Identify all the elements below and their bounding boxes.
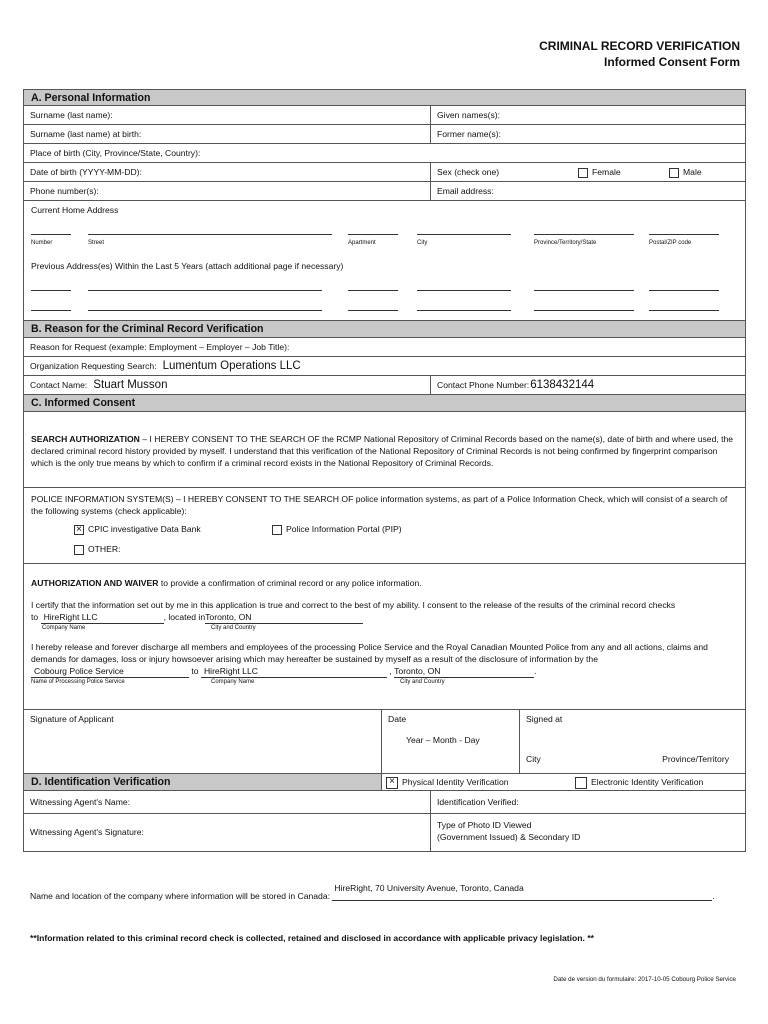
section-d-title: D. Identification Verification	[31, 776, 171, 788]
release-text: I hereby release and forever discharge all members and employees of the processing Police Service and the Royal Canadian Mounted Police from any and all actions, claims and demands for damages, loss or injury howsoever arising which may hereafter be sustained by myself as a result of the disclosure of information by the	[31, 642, 708, 664]
prev2-street-line[interactable]	[88, 310, 322, 311]
authorization-waiver-heading: AUTHORIZATION AND WAIVER	[31, 578, 159, 588]
prev2-apartment-line[interactable]	[348, 310, 398, 311]
police-systems-text: POLICE INFORMATION SYSTEM(S) – I HEREBY CONSENT TO THE SEARCH OF police information systems, as part of a Police Information Check, which will consist of a search of the following systems (check applicable):	[31, 494, 728, 516]
address-block	[23, 201, 746, 321]
email-field[interactable]: Email address:	[430, 182, 745, 200]
search-authorization-block	[23, 412, 746, 488]
address-province-line[interactable]	[534, 234, 634, 235]
given-names-field[interactable]: Given names(s):	[430, 106, 745, 124]
section-a-header: A. Personal Information	[23, 89, 746, 106]
address-number-line[interactable]	[31, 234, 71, 235]
police-service-name[interactable]: Cobourg Police Service	[31, 665, 189, 678]
id-verified-field[interactable]: Identification Verified:	[430, 791, 745, 813]
col-apartment-label: Apartment	[348, 240, 376, 246]
organization-value: Lumentum Operations LLC	[162, 360, 301, 372]
electronic-verification-option[interactable]: Electronic Identity Verification	[575, 774, 703, 791]
city-label: City	[526, 754, 541, 764]
city-country-1[interactable]: Toronto, ON	[205, 611, 363, 624]
province-label: Province/Territory	[662, 754, 729, 764]
contact-phone-value: 6138432144	[530, 379, 595, 391]
form-subtitle: Informed Consent Form	[603, 55, 740, 69]
address-apartment-line[interactable]	[348, 234, 398, 235]
prev1-street-line[interactable]	[88, 290, 322, 291]
date-of-birth-field[interactable]: Date of birth (YYYY-MM-DD):	[30, 167, 142, 177]
prev2-number-line[interactable]	[31, 310, 71, 311]
authorization-waiver-block: AUTHORIZATION AND WAIVER to provide a confirmation of criminal record or any police information. I certify that the information set out by me in this application is true and correct to the best of my ability. I consent to the release of the results of the criminal record checks to HireRight LLC , located inToronto, ON Company Name City and Country I hereby release and forever discharge all members and employees of the processing Police Service and the Royal Canadian Mounted Police from any and all actions, claims and demands for damages, loss or injury howsoever arising which may hereafter be sustained by myself as a result of the disclosure of information by the Cobourg Police Service to HireRight LLC , Toronto, ON . Name of Processing Police Service Company Name City and Country	[23, 564, 746, 710]
col-city-label: City	[417, 240, 428, 246]
col-postal-label: Postal/ZIP code	[649, 240, 692, 246]
surname-field[interactable]: Surname (last name):	[30, 110, 113, 120]
male-checkbox[interactable]	[669, 168, 679, 178]
previous-address-label: Previous Address(es) Within the Last 5 Years (attach additional page if necessary)	[31, 261, 344, 271]
female-checkbox[interactable]	[578, 168, 588, 178]
surname-at-birth-field[interactable]: Surname (last name) at birth:	[30, 129, 142, 139]
agent-signature-field[interactable]: Witnessing Agent's Signature:	[30, 827, 144, 837]
prev2-postal-line[interactable]	[649, 310, 719, 311]
agent-name-field[interactable]: Witnessing Agent's Name:	[30, 797, 131, 807]
storage-label: Name and location of the company where information will be stored in Canada:	[30, 891, 330, 901]
signature-field[interactable]: Signature of Applicant	[30, 714, 114, 724]
col-number-label: Number	[31, 240, 53, 246]
certify-text: I certify that the information set out by me in this application is true and correct to the best of my ability. I consent to the release of the results of the criminal record checks	[31, 600, 676, 610]
signed-at-field[interactable]: Signed at City Province/Territory	[519, 710, 745, 773]
prev1-apartment-line[interactable]	[348, 290, 398, 291]
privacy-notice: **Information related to this criminal record check is collected, retained and disclosed in accordance with applicable privacy legislation. **	[30, 933, 595, 943]
prev2-province-line[interactable]	[534, 310, 634, 311]
section-d-header	[23, 774, 746, 791]
male-option[interactable]: Male	[669, 166, 702, 178]
female-option[interactable]: Female	[578, 166, 621, 178]
col-street-label: Street	[88, 240, 105, 246]
organization-field[interactable]: Organization Requesting Search: Lumentum Operations LLC	[30, 360, 301, 372]
reason-field[interactable]: Reason for Request (example: Employment – Employer – Job Title):	[30, 342, 290, 352]
prev1-city-line[interactable]	[417, 290, 511, 291]
company-name-1[interactable]: HireRight LLC	[41, 611, 164, 624]
pip-checkbox[interactable]	[272, 525, 282, 535]
physical-verification-checkbox[interactable]: ×	[386, 777, 398, 789]
consent-form	[23, 89, 746, 852]
pip-option[interactable]: Police Information Portal (PIP)	[272, 523, 402, 535]
sex-field	[430, 163, 745, 181]
date-format-label: Year – Month - Day	[406, 735, 480, 745]
search-authorization-text: – I HEREBY CONSENT TO THE SEARCH OF the RCMP National Repository of Criminal Records based on the name(s), date of birth and where used, the declared criminal record history provided by myself. I understand that this verification of the National Repository of Criminal Records is not being confirmed by fingerprint comparison which is the only true means by which to confirm if a criminal record exists in the National Repository of Criminal Records.	[31, 434, 734, 468]
other-checkbox[interactable]	[74, 545, 84, 555]
physical-verification-option[interactable]: × Physical Identity Verification	[386, 774, 509, 791]
address-city-line[interactable]	[417, 234, 511, 235]
section-c-header: C. Informed Consent	[23, 395, 746, 412]
phone-field[interactable]: Phone number(s):	[30, 186, 99, 196]
current-address-label: Current Home Address	[31, 205, 119, 215]
contact-phone-field[interactable]: Contact Phone Number:6138432144	[430, 376, 745, 394]
electronic-verification-checkbox[interactable]	[575, 777, 587, 789]
address-street-line[interactable]	[88, 234, 332, 235]
storage-line: Name and location of the company where information will be stored in Canada: HireRight, 70 University Avenue, Toronto, Canada .	[30, 883, 715, 901]
prev1-province-line[interactable]	[534, 290, 634, 291]
former-names-field[interactable]: Former name(s):	[430, 125, 745, 143]
prev2-city-line[interactable]	[417, 310, 511, 311]
prev1-postal-line[interactable]	[649, 290, 719, 291]
form-version: Date de version du formulaire: 2017-10-05 Cobourg Police Service	[553, 976, 736, 983]
sex-label: Sex (check one)	[437, 167, 500, 177]
section-b-header: B. Reason for the Criminal Record Verification	[23, 321, 746, 338]
cpic-checkbox[interactable]: ×	[74, 525, 84, 535]
contact-name-value: Stuart Musson	[93, 379, 168, 391]
address-postal-line[interactable]	[649, 234, 719, 235]
company-name-2[interactable]: HireRight LLC	[201, 665, 387, 678]
other-option[interactable]: OTHER:	[74, 543, 120, 555]
date-field[interactable]: Date Year – Month - Day	[381, 710, 519, 773]
place-of-birth-field[interactable]: Place of birth (City, Province/State, Country):	[30, 148, 201, 158]
search-authorization-heading: SEARCH AUTHORIZATION	[31, 434, 140, 444]
form-header	[539, 38, 740, 70]
police-systems-block	[23, 488, 746, 564]
form-title: CRIMINAL RECORD VERIFICATION	[539, 39, 740, 53]
city-country-2[interactable]: Toronto, ON	[394, 665, 534, 678]
storage-value: HireRight, 70 University Avenue, Toronto, Canada	[334, 883, 524, 893]
cpic-option[interactable]: × CPIC investigative Data Bank	[74, 523, 201, 535]
contact-name-field[interactable]: Contact Name: Stuart Musson	[30, 379, 168, 391]
prev1-number-line[interactable]	[31, 290, 71, 291]
col-province-label: Province/Territory/State	[534, 240, 597, 246]
photo-id-field[interactable]: Type of Photo ID Viewed (Government Issued) & Secondary ID	[430, 814, 745, 851]
